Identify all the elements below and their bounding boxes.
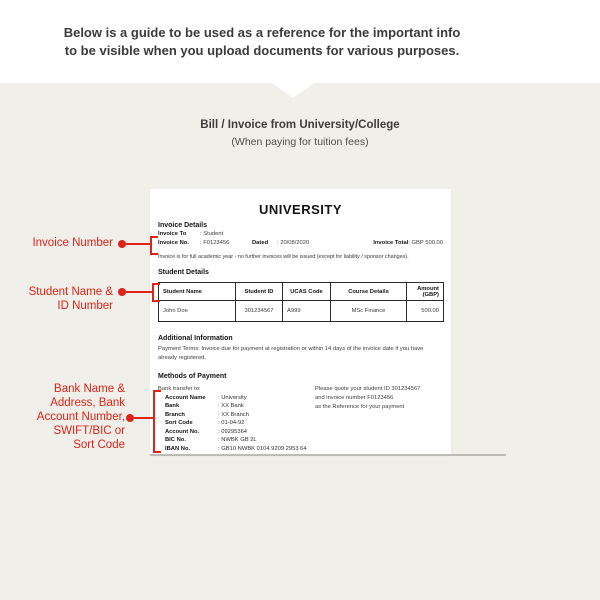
- callout-line: Account Number,: [36, 411, 125, 423]
- bank-field-label: Account Name: [165, 394, 206, 401]
- payment-reference-note: [315, 385, 420, 411]
- column-header-ucas-code: UCAS Code: [283, 283, 331, 301]
- reference-note-line: Please quote your student ID 301234567: [315, 386, 421, 392]
- bank-field-row: [165, 411, 443, 420]
- bank-field-label: BIC No.: [165, 437, 186, 444]
- invoice-to-label: Invoice To: [158, 231, 187, 237]
- callout-line: Sort Code: [73, 439, 125, 451]
- intro-line-2: to be visible when you upload documents for various purposes.: [64, 43, 460, 58]
- callout-bank-details: [0, 382, 125, 452]
- bank-field-value: : 09295364: [218, 428, 248, 435]
- bank-field-label: Sort Code: [165, 420, 193, 427]
- table-row: [159, 301, 444, 322]
- bank-transfer-intro: Bank transfer to:: [158, 386, 201, 392]
- callout-bracket: [150, 236, 158, 255]
- bank-field-value: : XX Branch: [218, 411, 249, 418]
- banner-pointer-notch: [272, 83, 314, 98]
- invoice-no-label: Invoice No.: [158, 239, 189, 246]
- bank-field-label: Account No.: [165, 428, 200, 435]
- callout-connector-line: [126, 291, 152, 293]
- invoice-document: [150, 189, 451, 455]
- additional-info-heading: Additional Information: [158, 335, 233, 342]
- section-title: Bill / Invoice from University/College: [200, 119, 400, 131]
- column-header-amount: Amount (GBP): [407, 283, 444, 301]
- invoice-to-value: : Student: [200, 231, 224, 237]
- cell-student-name: John Doe: [159, 301, 236, 322]
- intro-text: [42, 24, 482, 60]
- student-details-table: [158, 282, 444, 322]
- bank-field-value: : University: [218, 394, 247, 401]
- invoice-note: Invoice is for full academic year - no further invoices will be issued (except for liability / sponsor changes).: [158, 254, 409, 260]
- invoice-no-value: : F0123456: [200, 239, 230, 246]
- intro-banner: [0, 0, 600, 83]
- column-header-student-id: Student ID: [236, 283, 283, 301]
- dated-value: : 20/08/2020: [277, 239, 310, 246]
- callout-line: SWIFT/BIC or: [53, 425, 125, 437]
- callout-line: Student Name &: [28, 286, 113, 298]
- bank-field-label: Bank: [165, 403, 180, 410]
- callout-student-name-id: [0, 285, 113, 313]
- reference-note-line: as the Reference for your payment: [315, 403, 405, 410]
- bank-field-label: Branch: [165, 411, 185, 418]
- invoice-details-heading: Invoice Details: [158, 222, 208, 229]
- table-header-row: [159, 283, 444, 301]
- callout-bracket: [153, 390, 161, 453]
- bank-field-value: : 01-04-92: [218, 420, 245, 427]
- bank-field-row: [165, 428, 443, 437]
- invoice-total-label: Invoice Total: [373, 239, 409, 246]
- cell-course-details: MSc Finance: [331, 301, 407, 322]
- reference-note-line: and invoice number F0123456: [315, 394, 394, 401]
- spacer: [309, 239, 373, 248]
- bank-field-value: : NWBK GB 2L: [218, 437, 257, 444]
- callout-bracket: [152, 283, 160, 302]
- methods-of-payment-heading: Methods of Payment: [158, 373, 227, 380]
- callout-connector-line: [134, 417, 154, 419]
- callout-dot: [118, 288, 126, 296]
- bank-field-label: IBAN No.: [165, 446, 191, 453]
- bank-field-value: : XX Bank: [218, 403, 244, 410]
- dated-label: Dated: [252, 239, 269, 246]
- callout-connector-line: [126, 243, 151, 245]
- section-subtitle: (When paying for tuition fees): [231, 136, 369, 148]
- callout-invoice-number: [0, 236, 113, 250]
- invoice-number-row: [158, 239, 443, 248]
- callout-line: Invoice Number: [32, 237, 113, 249]
- bank-field-row: [165, 445, 443, 454]
- payment-terms-text: Payment Terms: Invoice due for payment at registration or within 14 days of the invoice date if you have already registered.: [158, 346, 424, 361]
- invoice-to-row: [158, 230, 443, 239]
- cell-student-id: 301234567: [236, 301, 283, 322]
- column-header-course-details: Course Details: [331, 283, 407, 301]
- callout-line: Address, Bank: [50, 397, 125, 409]
- intro-line-1: Below is a guide to be used as a reference for the important info: [63, 25, 461, 40]
- callout-dot: [118, 240, 126, 248]
- cell-amount: 500.00: [407, 301, 444, 322]
- column-header-student-name: Student Name: [159, 283, 236, 301]
- bank-field-row: [165, 436, 443, 445]
- callout-dot: [126, 414, 134, 422]
- student-details-heading: Student Details: [158, 269, 209, 276]
- university-title: UNIVERSITY: [258, 202, 342, 217]
- bank-field-value: : GB10 NWBK 0104 9209 2953 64: [218, 446, 307, 453]
- invoice-total-value: : GBP 500.00: [408, 239, 443, 246]
- callout-line: ID Number: [57, 300, 113, 312]
- payment-section: [158, 385, 443, 454]
- bottom-divider-line: [150, 454, 506, 456]
- callout-line: Bank Name &: [54, 383, 125, 395]
- bank-field-row: [165, 419, 443, 428]
- cell-ucas-code: A999: [283, 301, 331, 322]
